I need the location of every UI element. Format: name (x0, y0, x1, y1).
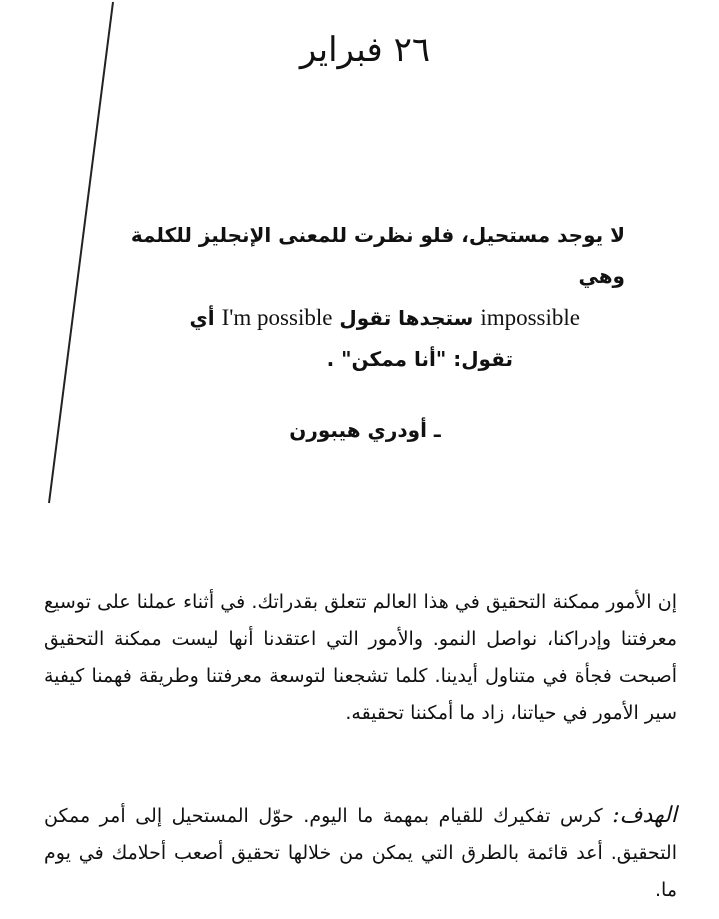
quote-block (100, 215, 625, 380)
body-paragraph: إن الأمور ممكنة التحقيق في هذا العالم تتعلق بقدراتك. في أثناء عملنا على توسيع معرفتنا وإدراكنا، نواصل النمو. والأمور التي اعتقدنا أنها ليست ممكنة التحقيق أصبحت فجأة في متناول أيدينا. كلما تشجعنا لتوسعة معرفتنا وطريقة فهمنا كيفية سير الأمور في حياتنا، زاد ما أمكننا تحقيقه. (44, 591, 677, 724)
quote-line-3: تقول: "أنا ممكن" . (326, 347, 513, 371)
goal-paragraph (44, 797, 677, 909)
goal-text: كرس تفكيرك للقيام بمهمة ما اليوم. حوّل المستحيل إلى أمر ممكن التحقيق. أعد قائمة بالطرق التي يمكن من خلالها تحقيق أصعب أحلامك في يوم ما. (44, 805, 677, 901)
quote-line-2-end: أي (189, 306, 222, 330)
quote-word-im-possible: I'm possible (221, 305, 333, 330)
quote-line-1: لا يوجد مستحيل، فلو نظرت للمعنى الإنجليز للكلمة وهي (130, 223, 625, 288)
quote-line-2-middle: ستجدها تقول (332, 306, 481, 330)
quote-line-2 (100, 297, 625, 339)
quote-author: ـ أودري هيبورن (289, 418, 441, 442)
goal-label: الهدف: (612, 803, 677, 828)
quote-word-impossible: impossible (480, 305, 580, 330)
date-heading: ٢٦ فبراير (299, 30, 431, 70)
